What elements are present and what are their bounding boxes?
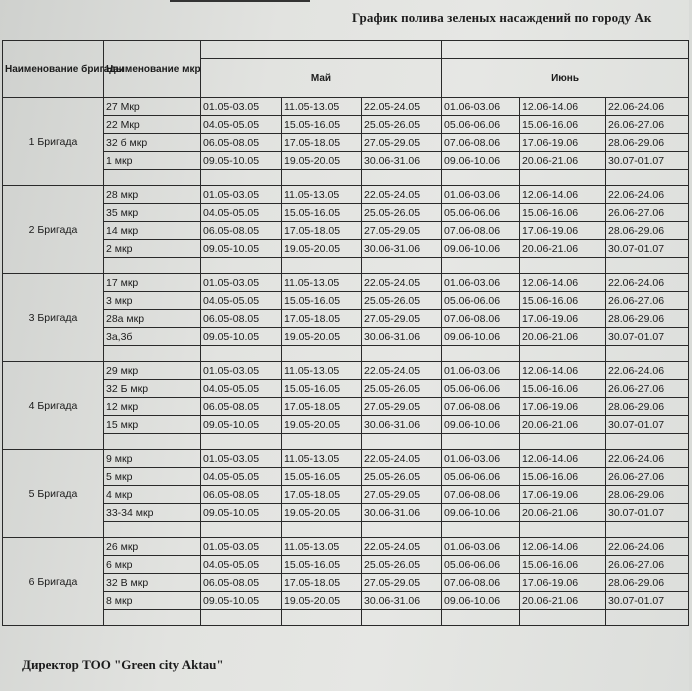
- empty-cell: [362, 522, 442, 538]
- date-range-cell: 11.05-13.05: [282, 186, 362, 204]
- schedule-body: [3, 98, 689, 626]
- mkr-name: 32 Б мкр: [104, 380, 201, 398]
- empty-cell: [104, 258, 201, 274]
- date-range-cell: 11.05-13.05: [282, 274, 362, 292]
- date-range-cell: 15.06-16.06: [520, 380, 606, 398]
- date-range-cell: 20.06-21.06: [520, 592, 606, 610]
- mkr-name: 14 мкр: [104, 222, 201, 240]
- date-range-cell: 01.05-03.05: [201, 450, 282, 468]
- mkr-name: 1 мкр: [104, 152, 201, 170]
- date-range-cell: 06.05-08.05: [201, 134, 282, 152]
- date-range-cell: 17.06-19.06: [520, 574, 606, 592]
- brigade-name: 5 Бригада: [3, 450, 104, 538]
- separator-row: [3, 346, 689, 362]
- date-range-cell: 22.05-24.05: [362, 186, 442, 204]
- header-june: Июнь: [442, 59, 689, 98]
- empty-cell: [520, 610, 606, 626]
- date-range-cell: 25.05-26.05: [362, 204, 442, 222]
- date-range-cell: 26.06-27.06: [606, 292, 689, 310]
- date-range-cell: 22.05-24.05: [362, 538, 442, 556]
- date-range-cell: 09.05-10.05: [201, 416, 282, 434]
- date-range-cell: 12.06-14.06: [520, 362, 606, 380]
- table-row: [3, 98, 689, 116]
- empty-cell: [606, 522, 689, 538]
- empty-cell: [520, 258, 606, 274]
- empty-cell: [442, 522, 520, 538]
- date-range-cell: 30.06-31.06: [362, 240, 442, 258]
- date-range-cell: 19.05-20.05: [282, 240, 362, 258]
- date-range-cell: 27.05-29.05: [362, 486, 442, 504]
- empty-cell: [362, 610, 442, 626]
- date-range-cell: 22.05-24.05: [362, 450, 442, 468]
- date-range-cell: 27.05-29.05: [362, 310, 442, 328]
- date-range-cell: 07.06-08.06: [442, 398, 520, 416]
- date-range-cell: 20.06-21.06: [520, 152, 606, 170]
- table-row: [3, 116, 689, 134]
- date-range-cell: 11.05-13.05: [282, 98, 362, 116]
- date-range-cell: 12.06-14.06: [520, 274, 606, 292]
- date-range-cell: 15.06-16.06: [520, 292, 606, 310]
- date-range-cell: 26.06-27.06: [606, 116, 689, 134]
- date-range-cell: 15.05-16.05: [282, 556, 362, 574]
- date-range-cell: 01.05-03.05: [201, 274, 282, 292]
- date-range-cell: 28.06-29.06: [606, 134, 689, 152]
- date-range-cell: 26.06-27.06: [606, 380, 689, 398]
- table-row: [3, 486, 689, 504]
- empty-cell: [201, 522, 282, 538]
- empty-cell: [201, 346, 282, 362]
- table-row: [3, 292, 689, 310]
- mkr-name: 33-34 мкр: [104, 504, 201, 522]
- empty-cell: [282, 434, 362, 450]
- header-may: Май: [201, 59, 442, 98]
- date-range-cell: 09.06-10.06: [442, 416, 520, 434]
- date-range-cell: 09.06-10.06: [442, 240, 520, 258]
- date-range-cell: 30.07-01.07: [606, 504, 689, 522]
- date-range-cell: 28.06-29.06: [606, 222, 689, 240]
- date-range-cell: 01.06-03.06: [442, 362, 520, 380]
- date-range-cell: 06.05-08.05: [201, 486, 282, 504]
- brigade-name: 1 Бригада: [3, 98, 104, 186]
- mkr-name: 15 мкр: [104, 416, 201, 434]
- date-range-cell: 04.05-05.05: [201, 204, 282, 222]
- date-range-cell: 07.06-08.06: [442, 222, 520, 240]
- date-range-cell: 09.05-10.05: [201, 240, 282, 258]
- empty-cell: [104, 522, 201, 538]
- date-range-cell: 01.06-03.06: [442, 186, 520, 204]
- date-range-cell: 04.05-05.05: [201, 380, 282, 398]
- date-range-cell: 25.05-26.05: [362, 468, 442, 486]
- date-range-cell: 19.05-20.05: [282, 328, 362, 346]
- mkr-name: 5 мкр: [104, 468, 201, 486]
- date-range-cell: 27.05-29.05: [362, 222, 442, 240]
- mkr-name: 27 Мкр: [104, 98, 201, 116]
- date-range-cell: 25.05-26.05: [362, 556, 442, 574]
- date-range-cell: 30.06-31.06: [362, 328, 442, 346]
- date-range-cell: 19.05-20.05: [282, 592, 362, 610]
- separator-row: [3, 170, 689, 186]
- header-may-top: [201, 41, 442, 59]
- empty-cell: [104, 170, 201, 186]
- empty-cell: [606, 170, 689, 186]
- empty-cell: [201, 610, 282, 626]
- date-range-cell: 30.06-31.06: [362, 416, 442, 434]
- empty-cell: [606, 346, 689, 362]
- date-range-cell: 15.05-16.05: [282, 116, 362, 134]
- date-range-cell: 30.06-31.06: [362, 152, 442, 170]
- date-range-cell: 30.07-01.07: [606, 328, 689, 346]
- date-range-cell: 06.05-08.05: [201, 310, 282, 328]
- separator-row: [3, 434, 689, 450]
- empty-cell: [104, 610, 201, 626]
- date-range-cell: 09.05-10.05: [201, 592, 282, 610]
- date-range-cell: 17.06-19.06: [520, 222, 606, 240]
- header-row: [3, 41, 689, 59]
- date-range-cell: 06.05-08.05: [201, 398, 282, 416]
- mkr-name: 9 мкр: [104, 450, 201, 468]
- empty-cell: [104, 346, 201, 362]
- date-range-cell: 05.06-06.06: [442, 556, 520, 574]
- date-range-cell: 01.05-03.05: [201, 186, 282, 204]
- date-range-cell: 04.05-05.05: [201, 292, 282, 310]
- mkr-name: 28а мкр: [104, 310, 201, 328]
- date-range-cell: 20.06-21.06: [520, 504, 606, 522]
- date-range-cell: 30.07-01.07: [606, 152, 689, 170]
- brigade-name: 6 Бригада: [3, 538, 104, 626]
- separator-row: [3, 522, 689, 538]
- date-range-cell: 09.06-10.06: [442, 504, 520, 522]
- date-range-cell: 25.05-26.05: [362, 116, 442, 134]
- empty-cell: [282, 522, 362, 538]
- mkr-name: 4 мкр: [104, 486, 201, 504]
- date-range-cell: 17.05-18.05: [282, 134, 362, 152]
- empty-cell: [520, 434, 606, 450]
- date-range-cell: 04.05-05.05: [201, 468, 282, 486]
- date-range-cell: 22.05-24.05: [362, 274, 442, 292]
- header-mkr: Наименование мкр: [104, 41, 201, 98]
- date-range-cell: 05.06-06.06: [442, 116, 520, 134]
- date-range-cell: 22.05-24.05: [362, 362, 442, 380]
- empty-cell: [201, 434, 282, 450]
- mkr-name: 22 Мкр: [104, 116, 201, 134]
- mkr-name: 32 б мкр: [104, 134, 201, 152]
- date-range-cell: 19.05-20.05: [282, 416, 362, 434]
- table-row: [3, 416, 689, 434]
- date-range-cell: 15.06-16.06: [520, 468, 606, 486]
- mkr-name: 35 мкр: [104, 204, 201, 222]
- date-range-cell: 20.06-21.06: [520, 416, 606, 434]
- empty-cell: [362, 170, 442, 186]
- table-row: [3, 274, 689, 292]
- empty-cell: [362, 346, 442, 362]
- separator-row: [3, 258, 689, 274]
- document-title: График полива зеленых насаждений по городу Ак: [352, 10, 652, 25]
- brigade-name: 3 Бригада: [3, 274, 104, 362]
- empty-cell: [362, 258, 442, 274]
- empty-cell: [362, 434, 442, 450]
- table-row: [3, 380, 689, 398]
- table-row: [3, 450, 689, 468]
- date-range-cell: 22.05-24.05: [362, 98, 442, 116]
- date-range-cell: 15.05-16.05: [282, 380, 362, 398]
- table-row: [3, 574, 689, 592]
- date-range-cell: 04.05-05.05: [201, 556, 282, 574]
- empty-cell: [104, 434, 201, 450]
- mkr-name: 17 мкр: [104, 274, 201, 292]
- mkr-name: 6 мкр: [104, 556, 201, 574]
- date-range-cell: 26.06-27.06: [606, 204, 689, 222]
- date-range-cell: 06.05-08.05: [201, 222, 282, 240]
- date-range-cell: 19.05-20.05: [282, 504, 362, 522]
- mkr-name: 12 мкр: [104, 398, 201, 416]
- empty-cell: [520, 522, 606, 538]
- header-june-top: [442, 41, 689, 59]
- date-range-cell: 05.06-06.06: [442, 468, 520, 486]
- empty-cell: [442, 346, 520, 362]
- mkr-name: 29 мкр: [104, 362, 201, 380]
- date-range-cell: 09.05-10.05: [201, 328, 282, 346]
- table-row: [3, 328, 689, 346]
- mkr-name: 2 мкр: [104, 240, 201, 258]
- date-range-cell: 22.06-24.06: [606, 186, 689, 204]
- date-range-cell: 05.06-06.06: [442, 204, 520, 222]
- date-range-cell: 09.05-10.05: [201, 504, 282, 522]
- brigade-name: 2 Бригада: [3, 186, 104, 274]
- table-row: [3, 468, 689, 486]
- date-range-cell: 26.06-27.06: [606, 556, 689, 574]
- date-range-cell: 17.06-19.06: [520, 134, 606, 152]
- date-range-cell: 01.06-03.06: [442, 98, 520, 116]
- mkr-name: 3а,3б: [104, 328, 201, 346]
- date-range-cell: 22.06-24.06: [606, 98, 689, 116]
- empty-cell: [520, 346, 606, 362]
- date-range-cell: 04.05-05.05: [201, 116, 282, 134]
- empty-cell: [442, 258, 520, 274]
- mkr-name: 8 мкр: [104, 592, 201, 610]
- empty-cell: [282, 170, 362, 186]
- date-range-cell: 05.06-06.06: [442, 380, 520, 398]
- empty-cell: [201, 258, 282, 274]
- date-range-cell: 28.06-29.06: [606, 310, 689, 328]
- date-range-cell: 01.05-03.05: [201, 362, 282, 380]
- header-brigade: Наименование бригады: [3, 41, 104, 98]
- date-range-cell: 01.06-03.06: [442, 450, 520, 468]
- date-range-cell: 26.06-27.06: [606, 468, 689, 486]
- date-range-cell: 17.05-18.05: [282, 222, 362, 240]
- empty-cell: [520, 170, 606, 186]
- date-range-cell: 01.06-03.06: [442, 538, 520, 556]
- date-range-cell: 15.05-16.05: [282, 204, 362, 222]
- empty-cell: [442, 434, 520, 450]
- date-range-cell: 11.05-13.05: [282, 362, 362, 380]
- date-range-cell: 30.06-31.06: [362, 592, 442, 610]
- date-range-cell: 17.05-18.05: [282, 398, 362, 416]
- table-row: [3, 134, 689, 152]
- date-range-cell: 17.05-18.05: [282, 486, 362, 504]
- date-range-cell: 30.07-01.07: [606, 240, 689, 258]
- date-range-cell: 27.05-29.05: [362, 574, 442, 592]
- date-range-cell: 11.05-13.05: [282, 450, 362, 468]
- table-row: [3, 538, 689, 556]
- table-row: [3, 222, 689, 240]
- date-range-cell: 28.06-29.06: [606, 486, 689, 504]
- date-range-cell: 22.06-24.06: [606, 450, 689, 468]
- footer-signature: Директор ТОО "Green city Aktau": [22, 657, 224, 672]
- date-range-cell: 12.06-14.06: [520, 538, 606, 556]
- date-range-cell: 12.06-14.06: [520, 186, 606, 204]
- date-range-cell: 01.06-03.06: [442, 274, 520, 292]
- date-range-cell: 09.06-10.06: [442, 152, 520, 170]
- date-range-cell: 27.05-29.05: [362, 134, 442, 152]
- date-range-cell: 09.06-10.06: [442, 592, 520, 610]
- mkr-name: 28 мкр: [104, 186, 201, 204]
- date-range-cell: 07.06-08.06: [442, 486, 520, 504]
- date-range-cell: 15.05-16.05: [282, 292, 362, 310]
- date-range-cell: 15.06-16.06: [520, 556, 606, 574]
- date-range-cell: 28.06-29.06: [606, 574, 689, 592]
- date-range-cell: 17.06-19.06: [520, 398, 606, 416]
- date-range-cell: 09.06-10.06: [442, 328, 520, 346]
- date-range-cell: 05.06-06.06: [442, 292, 520, 310]
- date-range-cell: 25.05-26.05: [362, 292, 442, 310]
- date-range-cell: 15.06-16.06: [520, 204, 606, 222]
- date-range-cell: 06.05-08.05: [201, 574, 282, 592]
- table-row: [3, 186, 689, 204]
- date-range-cell: 07.06-08.06: [442, 134, 520, 152]
- watering-schedule-table: [2, 40, 689, 626]
- table-row: [3, 398, 689, 416]
- date-range-cell: 22.06-24.06: [606, 274, 689, 292]
- empty-cell: [282, 610, 362, 626]
- date-range-cell: 17.05-18.05: [282, 310, 362, 328]
- table-row: [3, 504, 689, 522]
- empty-cell: [201, 170, 282, 186]
- empty-cell: [606, 258, 689, 274]
- signature-line: [170, 0, 310, 2]
- date-range-cell: 07.06-08.06: [442, 310, 520, 328]
- table-row: [3, 204, 689, 222]
- empty-cell: [606, 434, 689, 450]
- date-range-cell: 17.06-19.06: [520, 486, 606, 504]
- table-row: [3, 592, 689, 610]
- date-range-cell: 25.05-26.05: [362, 380, 442, 398]
- date-range-cell: 30.07-01.07: [606, 416, 689, 434]
- table-row: [3, 240, 689, 258]
- date-range-cell: 30.07-01.07: [606, 592, 689, 610]
- table-row: [3, 310, 689, 328]
- table-row: [3, 556, 689, 574]
- date-range-cell: 20.06-21.06: [520, 328, 606, 346]
- mkr-name: 3 мкр: [104, 292, 201, 310]
- date-range-cell: 22.06-24.06: [606, 538, 689, 556]
- date-range-cell: 17.06-19.06: [520, 310, 606, 328]
- date-range-cell: 17.05-18.05: [282, 574, 362, 592]
- date-range-cell: 11.05-13.05: [282, 538, 362, 556]
- table-row: [3, 362, 689, 380]
- date-range-cell: 22.06-24.06: [606, 362, 689, 380]
- date-range-cell: 07.06-08.06: [442, 574, 520, 592]
- date-range-cell: 28.06-29.06: [606, 398, 689, 416]
- mkr-name: 32 В мкр: [104, 574, 201, 592]
- date-range-cell: 15.05-16.05: [282, 468, 362, 486]
- date-range-cell: 01.05-03.05: [201, 538, 282, 556]
- empty-cell: [282, 258, 362, 274]
- separator-row: [3, 610, 689, 626]
- brigade-name: 4 Бригада: [3, 362, 104, 450]
- mkr-name: 26 мкр: [104, 538, 201, 556]
- date-range-cell: 27.05-29.05: [362, 398, 442, 416]
- date-range-cell: 12.06-14.06: [520, 450, 606, 468]
- empty-cell: [442, 170, 520, 186]
- date-range-cell: 15.06-16.06: [520, 116, 606, 134]
- date-range-cell: 12.06-14.06: [520, 98, 606, 116]
- table-row: [3, 152, 689, 170]
- empty-cell: [606, 610, 689, 626]
- date-range-cell: 19.05-20.05: [282, 152, 362, 170]
- empty-cell: [282, 346, 362, 362]
- date-range-cell: 01.05-03.05: [201, 98, 282, 116]
- empty-cell: [442, 610, 520, 626]
- date-range-cell: 09.05-10.05: [201, 152, 282, 170]
- date-range-cell: 30.06-31.06: [362, 504, 442, 522]
- date-range-cell: 20.06-21.06: [520, 240, 606, 258]
